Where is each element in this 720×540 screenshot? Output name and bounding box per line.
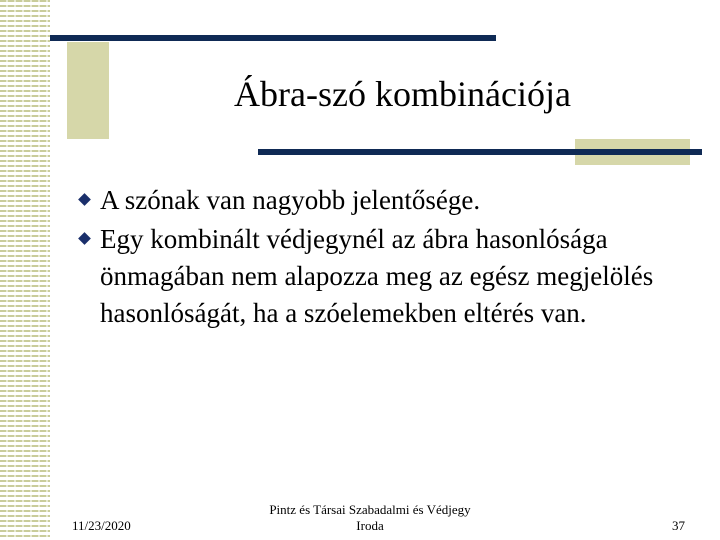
footer-company-line2: Iroda bbox=[356, 518, 384, 533]
slide-title: Ábra-szó kombinációja bbox=[234, 74, 571, 114]
bullet-item bbox=[78, 182, 698, 219]
bullet-list bbox=[78, 182, 698, 334]
bullet-item bbox=[78, 221, 698, 332]
bullet-text: Egy kombinált védjegynél az ábra hasonlósága önmagában nem alapozza meg az egész megjelölés hasonlóságát, ha a szóelemekben eltérés van. bbox=[100, 224, 654, 328]
left-stripe-decoration bbox=[0, 0, 50, 540]
title-top-rule bbox=[50, 35, 496, 41]
diamond-bullet-icon bbox=[78, 232, 91, 245]
title-bottom-rule bbox=[258, 149, 702, 155]
footer-company bbox=[240, 502, 500, 534]
page-number: 37 bbox=[672, 518, 685, 533]
footer-company-line1: Pintz és Társai Szabadalmi és Védjegy bbox=[269, 502, 471, 517]
bullet-text: A szónak van nagyobb jelentősége. bbox=[100, 185, 481, 215]
diamond-bullet-icon bbox=[78, 193, 91, 206]
footer-date: 11/23/2020 bbox=[72, 518, 131, 533]
title-accent-block bbox=[67, 42, 109, 139]
